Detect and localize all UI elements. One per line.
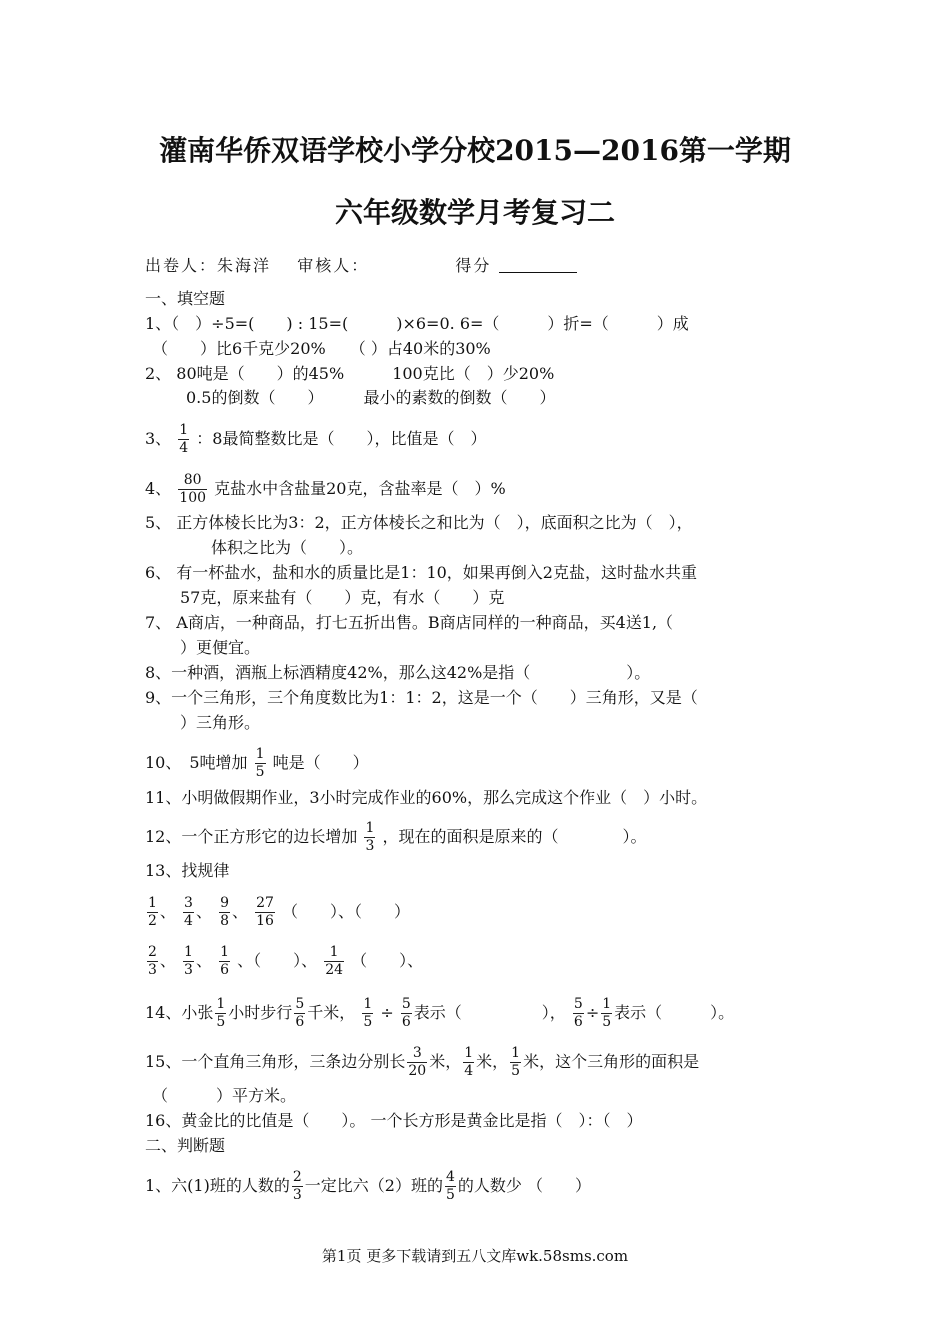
q15-line-b: （ ）平方米。 [152, 1086, 297, 1105]
meta-line [145, 255, 577, 277]
q13-r1-fraction-2: $\frac{3}{4}$ [184, 895, 193, 929]
q12-fraction: $\frac{1}{3}$ [365, 820, 375, 854]
reviewer-label: 审核人： [297, 256, 370, 275]
q10-text-post: 吨是（ ） [272, 753, 369, 772]
q5-line-a: 5、 正方体棱长比为3：2，正方体棱长之和比为（ ），底面积之比为（ ）， [145, 513, 693, 532]
author-label: 出卷人：朱海洋 [145, 256, 272, 275]
q14: 14、小张 $\frac{1}{5}$ 小时步行 $\frac{5}{6}$ 千米， $\frac{1}{5}$ ÷ $\frac{5}{6}$ 表示（ ）， $\frac{5}{6}$ ÷ $\frac{1}{5}$ 表示（ ）。 [145, 996, 735, 1030]
q13-r2-blank-1: 、（ ）、 [237, 951, 318, 970]
q14-fraction-6: $\frac{1}{5}$ [602, 996, 612, 1030]
q13-r2-fraction-3: $\frac{1}{6}$ [220, 944, 229, 978]
q7-line-b: ）更便宜。 [180, 638, 261, 657]
q15-fraction-2: $\frac{1}{4}$ [464, 1045, 474, 1079]
q15-fraction-1: $\frac{3}{20}$ [408, 1045, 427, 1079]
q3-number: 3、 [145, 429, 172, 448]
q10-text-pre: 10、 5吨增加 [145, 753, 248, 772]
q4-number: 4、 [145, 479, 172, 498]
s2-q1: 1、六(1)班的人数的 $\frac{2}{3}$ 一定比六（2）班的 $\frac{4}{5}$ 的人数少 （ ） [145, 1169, 591, 1203]
q3 [145, 422, 486, 457]
q4 [145, 472, 506, 507]
q2-line-b: 0.5的倒数（ ） 最小的素数的倒数（ ） [186, 388, 556, 407]
q13-r2-fraction-2: $\frac{1}{3}$ [184, 944, 193, 978]
q14-fraction-3: $\frac{1}{5}$ [363, 996, 373, 1030]
q15-fraction-3: $\frac{1}{5}$ [511, 1045, 521, 1079]
q14-fraction-4: $\frac{5}{6}$ [401, 996, 411, 1030]
s2-q1-fraction-1: $\frac{2}{3}$ [292, 1169, 302, 1203]
q14-fraction-1: $\frac{1}{5}$ [216, 996, 226, 1030]
q14-fraction-2: $\frac{5}{6}$ [295, 996, 305, 1030]
q13-row-2: $\frac{2}{3}$ 、 $\frac{1}{3}$ 、 $\frac{1}{6}$ 、（ ）、 $\frac{1}{24}$ （ ）、 [148, 944, 424, 978]
q1-line-a: 1、（ ）÷5=( ) : 15=( )×6=0. 6=（ ）折=（ ）成 [145, 314, 689, 333]
q8: 8、一种酒，酒瓶上标酒精度42%，那么这42%是指（ ）。 [145, 663, 651, 682]
q11: 11、小明做假期作业，3小时完成作业的60%，那么完成这个作业（ ）小时。 [145, 788, 708, 807]
q6-line-a: 6、 有一杯盐水，盐和水的质量比是1：10，如果再倒入2克盐，这时盐水共重 [145, 563, 697, 582]
s2-q1-text-pre: 1、六(1)班的人数的 [145, 1176, 290, 1195]
q10-fraction: $\frac{1}{5}$ [255, 746, 265, 780]
score-blank [499, 256, 577, 273]
q4-fraction: $\frac{80}{100}$ [179, 472, 207, 506]
q13-r2-fraction-4: $\frac{1}{24}$ [325, 944, 344, 978]
q13-r1-fraction-3: $\frac{9}{8}$ [220, 895, 229, 929]
q14-fraction-5: $\frac{5}{6}$ [573, 996, 583, 1030]
q6-line-b: 57克，原来盐有（ ）克，有水（ ）克 [180, 588, 505, 607]
q4-text: 克盐水中含盐量20克，含盐率是（ ）% [214, 479, 506, 498]
q15-text-pre: 15、一个直角三角形，三条边分别长 [145, 1052, 406, 1071]
score-label: 得分 [455, 256, 492, 275]
q13-r2-fraction-1: $\frac{2}{3}$ [148, 944, 157, 978]
q1-line-b: （ ）比6千克少20% （ ）占40米的30% [152, 339, 491, 358]
q12 [145, 820, 647, 855]
q5-line-b: 体积之比为（ ）。 [211, 538, 364, 557]
q10 [145, 746, 369, 781]
q3-text: ：8最简整数比是（ ），比值是（ ） [196, 429, 487, 448]
s2-q1-fraction-2: $\frac{4}{5}$ [445, 1169, 455, 1203]
q13-r1-fraction-1: $\frac{1}{2}$ [148, 895, 157, 929]
title-line-1: 灌南华侨双语学校小学分校2015—2016第一学期 [159, 134, 791, 167]
q13-r2-blank-2: （ ）、 [351, 951, 424, 970]
page-footer: 第1页 更多下载请到五八文库wk.58sms.com [321, 1247, 629, 1265]
q12-text-pre: 12、一个正方形它的边长增加 [145, 827, 358, 846]
section2-heading: 二、判断题 [145, 1136, 226, 1155]
q16: 16、黄金比的比值是（ ）。 一个长方形是黄金比是指（ ）：（ ） [145, 1111, 643, 1130]
q7-line-a: 7、 A商店，一种商品，打七五折出售。B商店同样的一种商品，买4送1,（ [145, 613, 674, 632]
q9-line-b: ）三角形。 [180, 713, 261, 732]
q2-line-a: 2、 80吨是（ ）的45% 100克比（ ）少20% [145, 364, 555, 383]
q15-line-a: 15、一个直角三角形，三条边分别长 $\frac{3}{20}$ 米， $\frac{1}{4}$ 米， $\frac{1}{5}$ 米，这个三角形的面积是 [145, 1045, 700, 1079]
q13-heading: 13、找规律 [145, 861, 230, 880]
q9-line-a: 9、一个三角形，三个角度数比为1：1：2，这是一个（ ）三角形，又是（ [145, 688, 698, 707]
q14-text-pre: 14、小张 [145, 1003, 214, 1022]
q12-text-post: ，现在的面积是原来的（ ）。 [382, 827, 647, 846]
title-line-2: 六年级数学月考复习二 [334, 196, 615, 229]
section1-heading: 一、填空题 [145, 289, 226, 308]
q13-row-1: $\frac{1}{2}$ 、 $\frac{3}{4}$ 、 $\frac{9}{8}$ 、 $\frac{27}{16}$ （ ）、（ ） [148, 895, 411, 929]
q3-fraction: $\frac{1}{4}$ [179, 422, 189, 456]
q13-r1-fraction-4: $\frac{27}{16}$ [256, 895, 274, 929]
q13-r1-blanks: （ ）、（ ） [282, 902, 411, 921]
